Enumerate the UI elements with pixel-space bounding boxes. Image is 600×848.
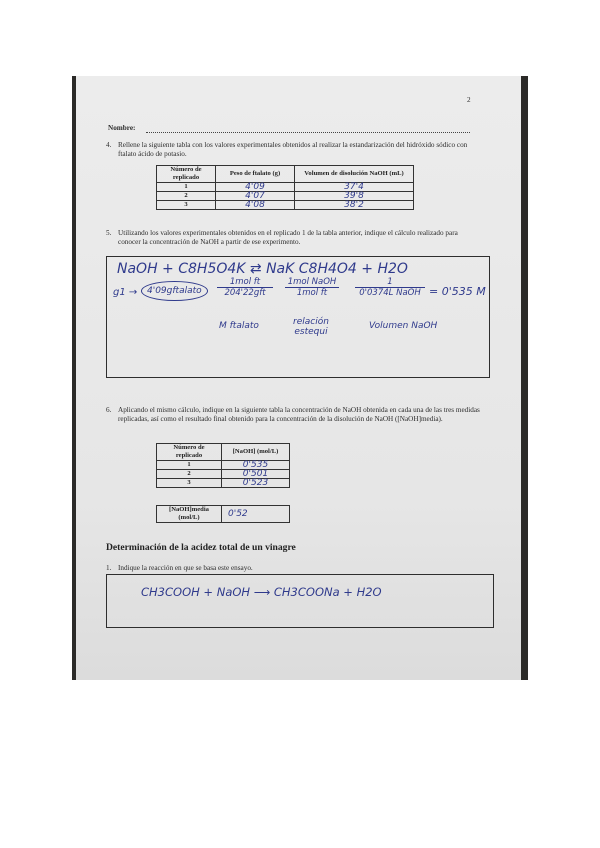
page-number: 2: [467, 96, 471, 104]
q6-table: [156, 443, 290, 488]
hand-frac3-num: 1: [355, 277, 425, 288]
q4-number: 4.: [106, 141, 112, 149]
table-row: [157, 479, 290, 488]
q6-rep-2: 2: [157, 470, 222, 479]
q4-rep-1: 1: [157, 183, 216, 192]
q4-text: Rellene la siguiente tabla con los valores experimentales obtenidos al realizar la estandarización del hidróxido sódico con ftalato ácido de potasio.: [118, 141, 468, 158]
s1-number: 1.: [106, 564, 112, 572]
hand-note-relacion: relación estequi: [293, 317, 329, 337]
q6-header-conc: [NaOH] (mol/L): [222, 444, 290, 461]
q4-table: [156, 165, 414, 210]
hand-reaction: CH3COOH + NaOH ⟶ CH3COONa + H2O: [141, 585, 382, 599]
worksheet-page: [76, 76, 521, 680]
table-row: [157, 470, 290, 479]
name-label: Nombre:: [108, 124, 136, 132]
q6-conc-3: 0'523: [222, 479, 290, 488]
hand-frac3: [355, 277, 425, 298]
q5-text: Utilizando los valores experimentales obtenidos en el replicado 1 de la tabla anterior, indique el cálculo realizado para conocer la concentración de NaOH a partir de ese experimento.: [118, 229, 458, 246]
table-row: [157, 192, 414, 201]
hand-result: = 0'535 M: [429, 285, 486, 298]
table-row: [157, 461, 290, 470]
q5-answer-box: [106, 256, 490, 378]
q4-rep-2: 2: [157, 192, 216, 201]
hand-calc-lead: g1 →: [113, 287, 138, 298]
section-title: Determinación de la acidez total de un vinagre: [106, 542, 296, 553]
hand-frac1: [217, 277, 273, 298]
hand-frac1-num: 1mol ft: [217, 277, 273, 288]
q4-peso-1: 4'09: [216, 183, 295, 192]
hand-mass: 4'09gftalato: [141, 281, 208, 301]
q4-vol-2: 39'8: [295, 192, 414, 201]
hand-frac2-den: 1mol ft: [296, 288, 328, 298]
q6-conc-2: 0'501: [222, 470, 290, 479]
table-row: [157, 201, 414, 210]
q4-vol-3: 38'2: [295, 201, 414, 210]
q6-number: 6.: [106, 406, 112, 414]
q4-header-peso: Peso de ftalato (g): [216, 166, 295, 183]
q6-text: Aplicando el mismo cálculo, indique en la siguiente tabla la concentración de NaOH obtenida en cada una de las tres medidas replicadas, así como el resultado final obtenido para la concentración de la disolución de NaOH ([NaOH]media).: [118, 406, 480, 423]
s1-answer-box: [106, 574, 494, 628]
q6-rep-1: 1: [157, 461, 222, 470]
q4-header-rep: Número de replicado: [157, 166, 216, 183]
q6-rep-3: 3: [157, 479, 222, 488]
hand-frac2-num: 1mol NaOH: [285, 277, 339, 288]
q5-number: 5.: [106, 229, 112, 237]
hand-equation: NaOH + C8H5O4K ⇄ NaK C8H4O4 + H2O: [117, 261, 408, 277]
q6-conc-1: 0'535: [222, 461, 290, 470]
name-line: [146, 132, 470, 133]
s1-text: Indique la reacción en que se basa este ensayo.: [118, 564, 253, 572]
q4-peso-3: 4'08: [216, 201, 295, 210]
q4-peso-2: 4'07: [216, 192, 295, 201]
hand-note-volumen: Volumen NaOH: [369, 321, 438, 331]
q4-vol-1: 37'4: [295, 183, 414, 192]
q4-rep-3: 3: [157, 201, 216, 210]
q6-media-label: [NaOH]media (mol/L): [157, 506, 222, 523]
hand-frac1-den: 204'22gft: [224, 288, 266, 298]
hand-frac3-den: 0'0374L NaOH: [359, 288, 421, 298]
table-row: [157, 183, 414, 192]
q6-header-rep: Número de replicado: [157, 444, 222, 461]
q6-media-value: 0'52: [222, 506, 290, 523]
hand-frac2: [285, 277, 339, 298]
hand-note-mftalato: M ftalato: [219, 321, 259, 331]
q4-header-vol: Volumen de disolución NaOH (mL): [295, 166, 414, 183]
q6-media-table: [156, 505, 290, 523]
